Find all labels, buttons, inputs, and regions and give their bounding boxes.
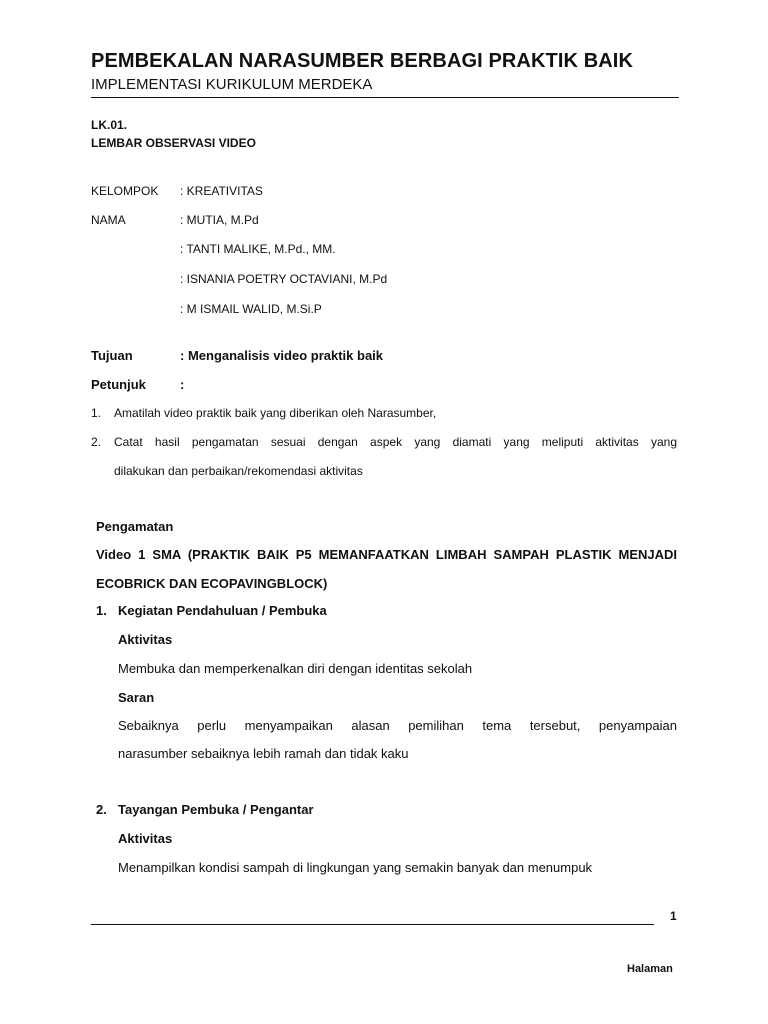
video-title-continued: ECOBRICK DAN ECOPAVINGBLOCK) [96,576,328,591]
aktivitas-text: Menampilkan kondisi sampah di lingkungan yang semakin banyak dan menumpuk [118,860,593,875]
aktivitas-label: Aktivitas [118,831,173,846]
instruction-number: 2. [91,435,102,449]
page-label: Halaman [627,963,673,975]
saran-text-continued: narasumber sebaiknya lebih ramah dan tidak kaku [118,746,409,761]
instruction-number: 1. [91,406,102,420]
section-number: 2. [96,802,107,817]
aktivitas-label: Aktivitas [118,632,173,647]
member-name: : TANTI MALIKE, M.Pd., MM. [180,242,336,256]
section-number: 1. [96,603,107,618]
instruction-text: Amatilah video praktik baik yang diberikan oleh Narasumber, [114,406,437,420]
page-number: 1 [670,909,677,923]
sheet-title: LEMBAR OBSERVASI VIDEO [91,136,256,150]
saran-label: Saran [118,690,155,705]
footer-divider [91,924,654,925]
member-name: : ISNANIA POETRY OCTAVIANI, M.Pd [180,272,388,286]
petunjuk-label: Petunjuk [91,377,146,392]
video-title: Video 1 SMA (PRAKTIK BAIK P5 MEMANFAATKAN LIMBAH SAMPAH PLASTIK MENJADI [96,547,677,562]
instruction-text: Catat hasil pengamatan sesuai dengan aspek yang diamati yang meliputi aktivitas yang [114,435,677,449]
observation-heading: Pengamatan [96,519,174,534]
section-title: Kegiatan Pendahuluan / Pembuka [118,603,327,618]
saran-text: Sebaiknya perlu menyampaikan alasan pemilihan tema tersebut, penyampaian [118,718,677,733]
document-title: PEMBEKALAN NARASUMBER BERBAGI PRAKTIK BAIK [91,50,633,72]
petunjuk-value: : [180,377,185,392]
header-divider [91,97,679,98]
member-name: : MUTIA, M.Pd [180,213,259,227]
tujuan-value: : Menganalisis video praktik baik [180,348,384,363]
document-subtitle: IMPLEMENTASI KURIKULUM MERDEKA [91,76,373,93]
aktivitas-text: Membuka dan memperkenalkan diri dengan identitas sekolah [118,661,473,676]
member-name: : M ISMAIL WALID, M.Si.P [180,302,322,316]
nama-label: NAMA [91,213,126,227]
tujuan-label: Tujuan [91,348,133,363]
kelompok-value: : KREATIVITAS [180,184,263,198]
section-title: Tayangan Pembuka / Pengantar [118,802,314,817]
instruction-text-continued: dilakukan dan perbaikan/rekomendasi aktivitas [114,464,363,478]
kelompok-label: KELOMPOK [91,184,159,198]
sheet-code: LK.01. [91,118,128,132]
